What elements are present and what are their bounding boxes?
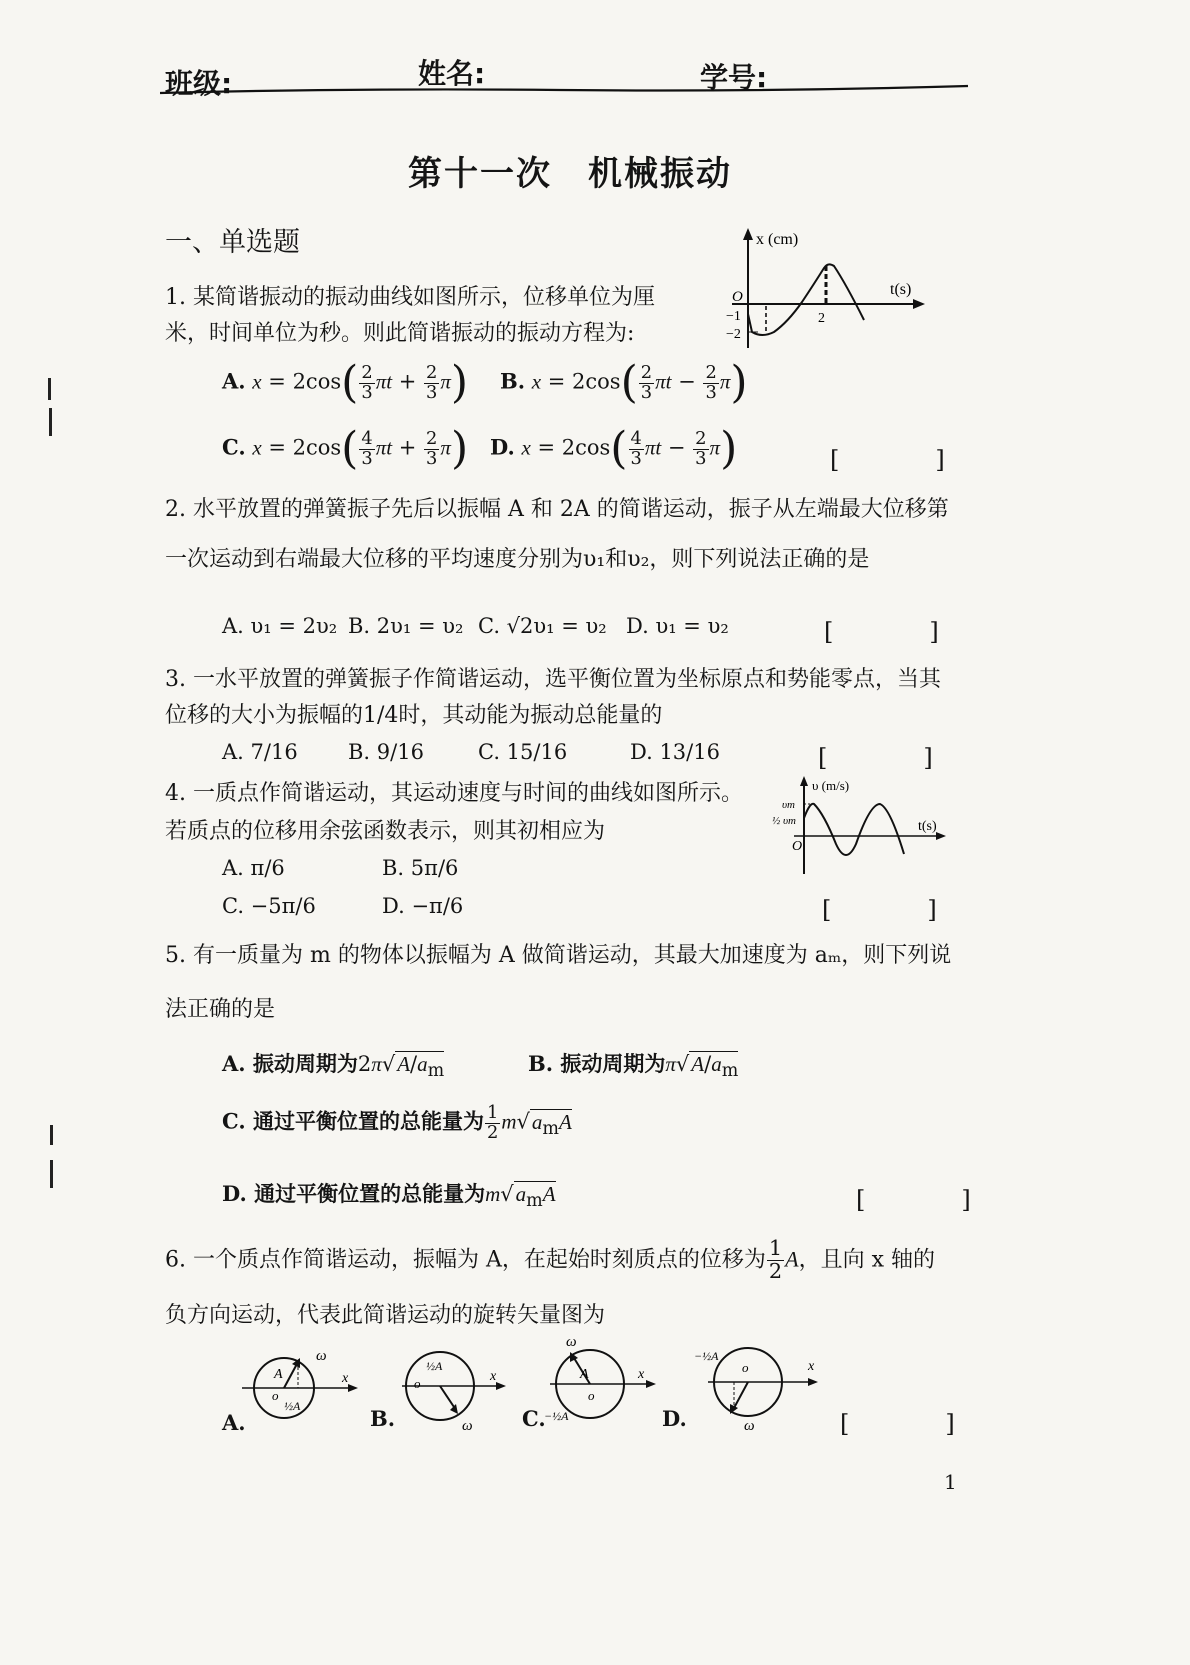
q3-answer-bracket[interactable]: [ ] bbox=[818, 744, 933, 772]
q2-option-b[interactable]: B. 2υ₁ = υ₂ bbox=[348, 614, 464, 638]
q1-answer-bracket[interactable]: [ ] bbox=[830, 446, 945, 474]
omega-label: ω bbox=[462, 1418, 473, 1434]
q4-option-d[interactable]: D. −π/6 bbox=[382, 894, 464, 918]
question-6-line-1: 6. 一个质点作简谐运动，振幅为 A，在起始时刻质点的位移为 $\frac{1}{2}$ A，且向 x 轴的 bbox=[165, 1236, 936, 1283]
neg-half-a-label: −½A bbox=[544, 1409, 569, 1423]
q3-option-a[interactable]: A. 7/16 bbox=[222, 740, 298, 764]
q4-option-b[interactable]: B. 5π/6 bbox=[382, 856, 459, 880]
question-6-line-2: 负方向运动，代表此简谐运动的旋转矢量图为 bbox=[165, 1303, 606, 1328]
graph-x-label: t(s) bbox=[890, 281, 912, 298]
binder-mark bbox=[49, 408, 52, 436]
origin-label: o bbox=[742, 1360, 749, 1375]
page-title: 第十一次 机械振动 bbox=[408, 154, 732, 194]
q3-option-b[interactable]: B. 9/16 bbox=[348, 740, 424, 764]
question-3-line-1: 3. 一水平放置的弹簧振子作简谐运动，选平衡位置为坐标原点和势能零点，当其 bbox=[165, 667, 941, 692]
question-1-line-2: 米，时间单位为秒。则此简谐振动的振动方程为: bbox=[165, 321, 635, 346]
q6-option-c-label[interactable]: C. bbox=[522, 1406, 546, 1431]
graph-origin: O bbox=[732, 289, 743, 305]
graph-tick-2: 2 bbox=[818, 311, 825, 326]
x-axis-label: x bbox=[808, 1359, 815, 1374]
velocity-curve bbox=[804, 804, 904, 855]
graph-x-label: t(s) bbox=[918, 819, 937, 834]
q3-option-c[interactable]: C. 15/16 bbox=[478, 740, 568, 764]
graph-tick-minus-2: −2 bbox=[726, 327, 741, 342]
q1-option-b[interactable]: B. x = 2cos( $\frac{2}{3}$ πt − $\frac{2}{3}$ π) bbox=[500, 357, 748, 409]
question-4-line-2: 若质点的位移用余弦函数表示，则其初相应为 bbox=[165, 819, 606, 844]
q6-diagram-c[interactable] bbox=[540, 1330, 670, 1430]
question-2-line-1: 2. 水平放置的弹簧振子先后以振幅 A 和 2A 的简谐运动，振子从左端最大位移第 bbox=[165, 497, 949, 522]
q2-option-a[interactable]: A. υ₁ = 2υ₂ bbox=[222, 614, 338, 638]
omega-label: ω bbox=[744, 1418, 755, 1434]
question-4-line-1: 4. 一质点作简谐运动，其运动速度与时间的曲线如图所示。 bbox=[165, 781, 743, 806]
q6-diagram-b[interactable] bbox=[392, 1336, 522, 1436]
q5-option-c[interactable]: C. 通过平衡位置的总能量为 $\frac{1}{2}$ $m√a_mA$ bbox=[222, 1102, 572, 1143]
binder-mark bbox=[48, 378, 51, 400]
student-id-label: 学号: bbox=[700, 61, 768, 94]
name-label: 姓名: bbox=[418, 57, 486, 90]
q6-answer-bracket[interactable]: [ ] bbox=[840, 1410, 955, 1438]
origin-label: o bbox=[588, 1388, 595, 1403]
q1-option-d[interactable]: D. x = 2cos( $\frac{4}{3}$ πt − $\frac{2}{3}$ π) bbox=[490, 423, 738, 475]
displacement-curve bbox=[748, 264, 864, 335]
question-1-line-1: 1. 某简谐振动的振动曲线如图所示，位移单位为厘 bbox=[165, 285, 655, 310]
x-axis-label: x bbox=[638, 1367, 645, 1382]
q3-option-d[interactable]: D. 13/16 bbox=[630, 740, 720, 764]
q2-option-d[interactable]: D. υ₁ = υ₂ bbox=[626, 614, 729, 638]
origin-label: o bbox=[272, 1388, 279, 1403]
q1-option-c[interactable]: C. x = 2cos( $\frac{4}{3}$ πt + $\frac{2}{3}$ π) bbox=[222, 423, 469, 475]
section-heading: 一、单选题 bbox=[165, 227, 300, 258]
q2-option-c[interactable]: C. √2υ₁ = υ₂ bbox=[478, 614, 607, 638]
x-axis-label: x bbox=[342, 1371, 349, 1386]
q5-option-b[interactable]: B. 振动周期为$\pi√A/a_m$ bbox=[528, 1051, 739, 1082]
q4-velocity-graph bbox=[770, 774, 950, 878]
page-number: 1 bbox=[944, 1470, 957, 1494]
binder-mark bbox=[50, 1160, 53, 1188]
graph-half-vm-label: ½ υm bbox=[772, 815, 796, 827]
class-label: 班级: bbox=[165, 67, 233, 100]
q6-option-b-label[interactable]: B. bbox=[370, 1406, 396, 1431]
a-label: A bbox=[274, 1367, 283, 1382]
q4-option-a[interactable]: A. π/6 bbox=[222, 856, 285, 880]
q5-answer-bracket[interactable]: [ ] bbox=[856, 1186, 971, 1214]
graph-y-label: υ (m/s) bbox=[812, 778, 850, 793]
graph-vm-label: υm bbox=[782, 799, 795, 811]
q6-diagram-d[interactable] bbox=[690, 1336, 830, 1436]
a-label: A bbox=[580, 1367, 589, 1382]
q4-answer-bracket[interactable]: [ ] bbox=[822, 896, 937, 924]
neg-half-a-label: −½A bbox=[694, 1349, 719, 1363]
omega-label: ω bbox=[316, 1348, 327, 1364]
graph-y-label: x (cm) bbox=[756, 231, 799, 248]
graph-origin: O bbox=[792, 839, 803, 854]
header-rule bbox=[160, 84, 970, 100]
graph-tick-minus-1: −1 bbox=[726, 309, 741, 324]
half-a-label: ½A bbox=[284, 1399, 301, 1413]
binder-mark bbox=[50, 1125, 53, 1145]
half-a-label: ½A bbox=[426, 1359, 443, 1373]
question-3-line-2: 位移的大小为振幅的1/4时，其动能为振动总能量的 bbox=[165, 703, 663, 728]
q6-option-a-label[interactable]: A. bbox=[222, 1410, 246, 1435]
origin-label: o bbox=[414, 1376, 421, 1391]
q1-option-a[interactable]: A. x = 2cos( $\frac{2}{3}$ πt + $\frac{2}{3}$ π) bbox=[222, 357, 469, 409]
q4-option-c[interactable]: C. −5π/6 bbox=[222, 894, 316, 918]
q5-option-d[interactable]: D. 通过平衡位置的总能量为$m√a_mA$ bbox=[222, 1181, 556, 1212]
omega-label: ω bbox=[566, 1334, 577, 1350]
q5-option-a[interactable]: A. 振动周期为$2\pi√A/a_m$ bbox=[222, 1051, 445, 1082]
question-2-line-2: 一次运动到右端最大位移的平均速度分别为υ₁和υ₂，则下列说法正确的是 bbox=[165, 547, 870, 572]
question-5-line-1: 5. 有一质量为 m 的物体以振幅为 A 做简谐运动，其最大加速度为 aₘ，则下列说 bbox=[165, 943, 952, 968]
question-5-line-2: 法正确的是 bbox=[165, 997, 276, 1022]
x-axis-label: x bbox=[490, 1369, 497, 1384]
q6-option-d-label[interactable]: D. bbox=[662, 1406, 687, 1431]
q2-answer-bracket[interactable]: [ ] bbox=[824, 618, 939, 646]
q1-displacement-graph bbox=[718, 226, 928, 354]
